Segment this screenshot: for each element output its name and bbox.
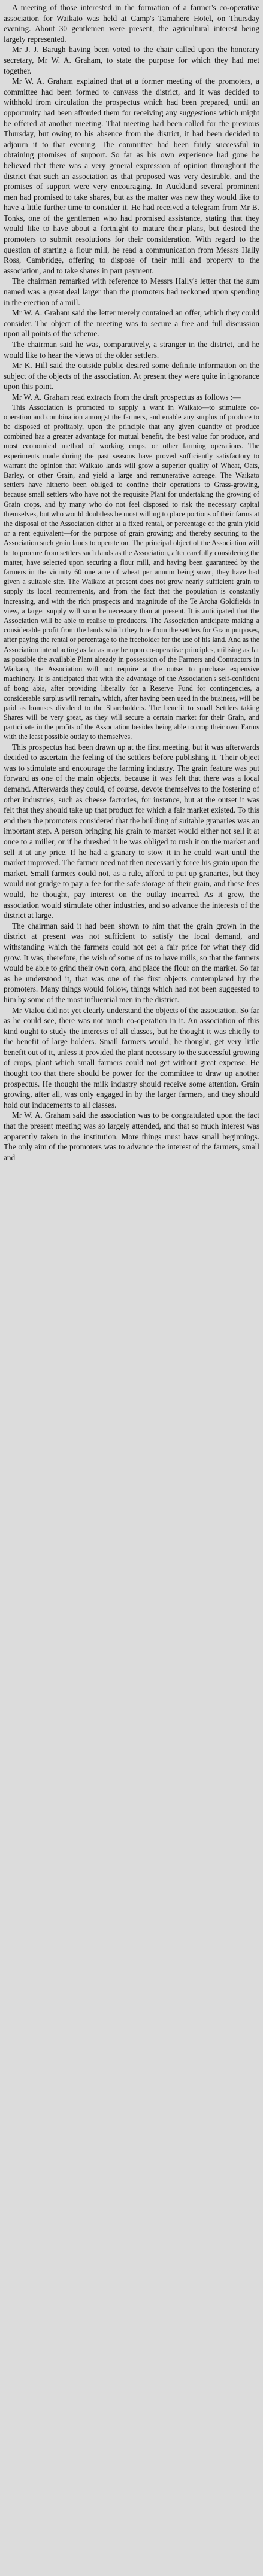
paragraph: Mr K. Hill said the outside public desired some definite information on the subject of the objects of the association. At present they were quite in ignorance upon this point. — [4, 361, 259, 391]
paragraph: The chairman remarked with reference to Messrs Hally's letter that the sum named was a great deal larger than the promoters had reckoned upon spending in the erection of a mill. — [4, 276, 259, 307]
paragraph: A meeting of those interested in the formation of a farmer's co-operative association for Waikato was held at Camp's Tamahere Hotel, on Thursday evening. About 30 gentlemen were present, the agricultural interest being largely represented. — [4, 3, 259, 44]
newspaper-article — [4, 0, 259, 1165]
paragraph: Mr W. A. Graham read extracts from the draft prospectus as follows :— — [12, 392, 241, 402]
paragraph: The chairman said it had been shown to him that the grain grown in the district at present was not sufficient to satisfy the local demand, and withstanding which the farmers could not get a fair price for what they did grow. It was, therefore, the wish of some of us to have mills, so that the farmers would be able to grind their own corn, and place the flour on the market. So far as he understood it, that was one of the first objects contemplated by the promoters. Many things would follow, things which had not been suggested to him by some of the most influential men in the district. — [4, 921, 259, 1004]
paragraph: Mr W. A. Graham explained that at a former meeting of the promoters, a committee had been formed to canvass the district, and it was decided to withhold from circulation the prospectus which had been prepared, until an opportunity had been afforded them for receiving any suggestions which might be offered at another meeting. That meeting had been called for the previous Thursday, but owing to his absence from the district, it had been decided to adjourn it to that evening. The committee had been fairly successful in obtaining promises of support. So far as his own experience had gone he believed that there was a very general expression of opinion throughout the district that such an association as that proposed was very desirable, and the promises of support were very encouraging. In Auckland several prominent men had promised to take shares, but as the matter was new they would like to have a little further time to consider it. He had received a telegram from Mr B. Tonks, one of the gentlemen who had promised assistance, stating that they would like to have about a fortnight to mature their plans, but desired the promoters to submit resolutions for their consideration. With regard to the question of starting a flour mill, he read a communication from Messrs Hally Ross, Cambridge, offering to dispose of their mill and property to the association, and to take shares in part payment. — [4, 77, 259, 275]
paragraph: Mr J. J. Barugh having been voted to the chair called upon the honorary secretary, Mr W. A. Graham, to state the purpose for which they had met together. — [4, 45, 259, 75]
paragraph: The chairman said he was, comparatively, a stranger in the district, and he would like to hear the views of the older settlers. — [4, 340, 259, 360]
paragraph: This prospectus had been drawn up at the first meeting, but it was afterwards decided to ascertain the feeling of the settlers before publishing it. Their object was to stimulate and encourage the farming industry. The grain feature was put forward as one of the main objects, because it was felt that there was a local demand. Afterwards they could, of course, devote themselves to the fostering of other industries, such as cheese factories, for instance, but at the outset it was felt that they should take up that product for which a fair market existed. To this end then the promoters considered that the building of suitable granaries was an important step. A person bringing his grain to market would either not sell it at once to a miller, or if he threshed it he was obliged to rush it on the market and sell it at any price. If he had a granary to stow it in he could wait until the market improved. The farmer need not then necessarily force his grain upon the market. Small farmers could not, as a rule, afford to put up granaries, but they would not grudge to pay a fee for the safe storage of their grain, and these fees would, he thought, pay interest on the outlay incurred. As it grew, the association would stimulate other industries, and so advance the interests of the district at large. — [4, 742, 259, 920]
paragraph: Mr W. A. Graham said the letter merely contained an offer, which they could consider. The object of the meeting was to secure a free and full discussion upon all points of the scheme. — [4, 308, 259, 339]
prospectus-quote: This Association is promoted to supply a want in Waikato—to stimulate co-operation and combination amongst the farmers, and enable any surplus of produce to be disposed of profitably, upon the principle that any given quantity of produce combined has a greater advantage for mutual benefit, the best value for produce, and most economical method of working crops, or other farming operations. The experiments made during the past seasons have proved sufficiently satisfactory to warrant the opinion that Waikato lands will grow a superior quality of Wheat, Oats, Barley, or other Grain, and yield a large and remunerative acreage. The Waikato settlers have hitherto been obliged to confine their operations to Grass-growing, because small settlers who have not the requisite Plant for undertaking the growing of Grain crops, and by many who do not feel disposed to risk the necessary capital themselves, but who would doubtless be most willing to place portions of their farms at the disposal of the Association either at a fixed rental, or percentage of the grain yield or a rent equivalent—for the purpose of grain growing; and thereby securing to the Association such grain lands to operate on. The principal object of the Association will be to procure from settlers such lands as the Association, after carefully considering the matter, have selected upon securing a flour mill, and having been guaranteed by the farmers in the vicinity 60 one acre of wheat per annum being sown, they have had given a suitable site. The Waikato at present does not grow nearly sufficient grain to supply its local requirements, and from the fact that the population is constantly increasing, and with the rich prospects and magnitude of the Te Aroha Goldfields in view, a larger supply will soon be necessary than at present. It is anticipated that the Association will be able to realise to producers. The Association anticipate making a considerable profit from the lands which they hire from the settlers for Grain purposes, after paying the rental or percentage to the freeholder for the use of his land. And as the Association intend acting as far as may be upon co-operative principles, utilising as far as possible the available Plant already in possession of the Farmers and Contractors in Waikato, the Association will not require at the outset to purchase expensive machinery. It is anticipated that with the advantage of the Association's self-confident of bong abis, after providing liberally for a Reserve Fund for contingencies, a considerable surplus will remain, which, after having been used in the business, will be paid as bonuses dividend to the Shareholders. The benefit to small Settlers taking Shares will be very great, as they will secure a certain market for their Grain, and participate in the profits of the Association besides being able to crop their own Farms with the least possible outlay to themselves. — [4, 403, 259, 741]
paragraph: Mr Vialou did not yet clearly understand the objects of the association. So far as he could see, there was not much co-operation in it. An association of this kind ought to study the interests of all classes, but he thought it was chiefly to the benefit of large holders. Small farmers would, he thought, get very little benefit out of it, unless it provided the plant necessary to the successful growing of crops, plant which small farmers could not get without great expense. He thought too that there should be power for the committee to draw up another prospectus. He thought the milk industry should receive some attention. Grain growing, after all, was only engaged in by the larger farmers, and they should hold out inducements to all classes. — [4, 1005, 259, 1109]
paragraph: Mr W. A. Graham said the association was to be congratulated upon the fact that the present meeting was so largely attended, and that so much interest was apparently taken in the institution. More things must have small beginnings. The only aim of the promoters was to advance the interest of the farmers, small and — [4, 1111, 259, 1162]
